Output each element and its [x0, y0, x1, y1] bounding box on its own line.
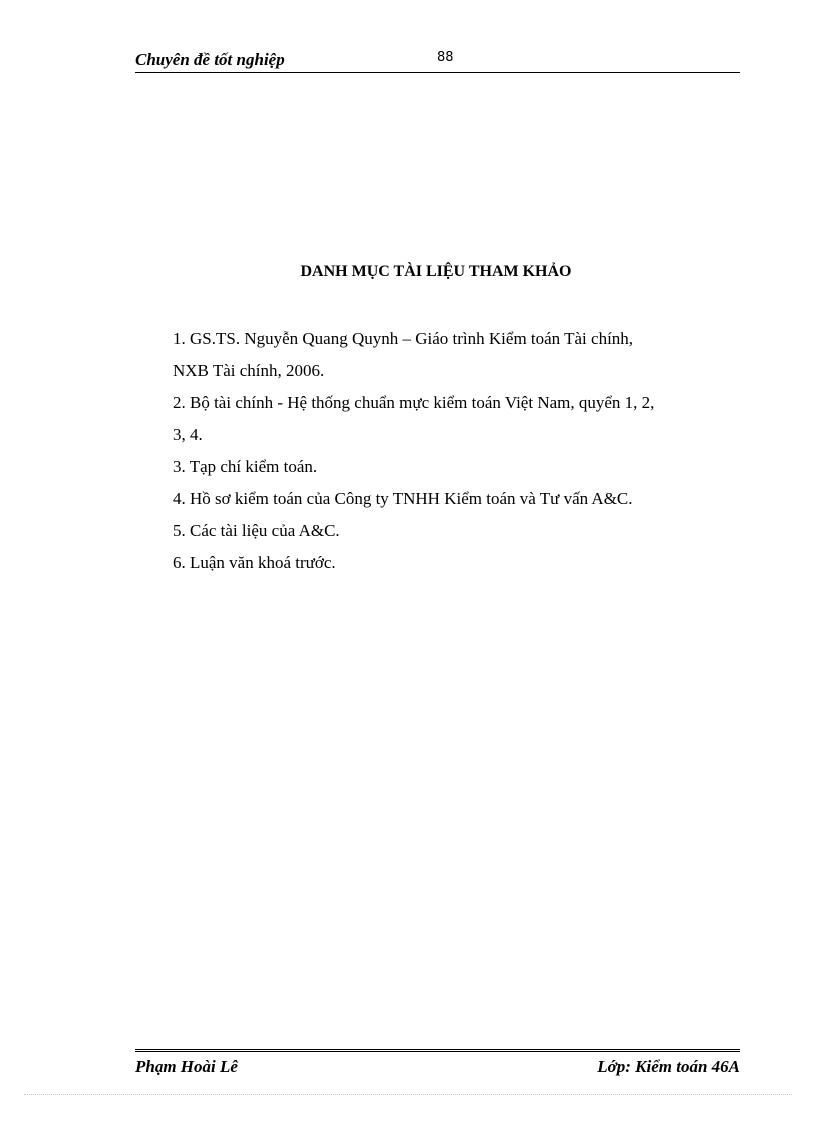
page-number: 88	[437, 50, 454, 65]
reference-line: 5. Các tài liệu của A&C.	[173, 521, 340, 540]
document-title: DANH MỤC TÀI LIỆU THAM KHẢO	[300, 263, 572, 280]
page-edge-divider	[24, 1094, 792, 1095]
page-footer	[135, 1049, 740, 1082]
footer-class: Lớp: Kiểm toán 46A	[597, 1057, 740, 1076]
reference-line: 3. Tạp chí kiểm toán.	[173, 457, 318, 476]
page-header	[135, 46, 740, 73]
reference-line: NXB Tài chính, 2006.	[173, 361, 325, 380]
reference-line: 4. Hồ sơ kiểm toán của Công ty TNHH Kiểm toán và Tư vấn A&C.	[173, 489, 633, 508]
reference-line: 3, 4.	[173, 425, 203, 444]
header-title: Chuyên đề tốt nghiệp	[135, 50, 285, 69]
reference-line: 1. GS.TS. Nguyễn Quang Quynh – Giáo trình Kiểm toán Tài chính,	[173, 329, 634, 348]
reference-list	[173, 323, 728, 579]
reference-line: 6. Luận văn khoá trước.	[173, 553, 336, 572]
footer-author: Phạm Hoài Lê	[135, 1057, 238, 1076]
reference-line: 2. Bộ tài chính - Hệ thống chuẩn mực kiểm toán Việt Nam, quyển 1, 2,	[173, 393, 655, 412]
